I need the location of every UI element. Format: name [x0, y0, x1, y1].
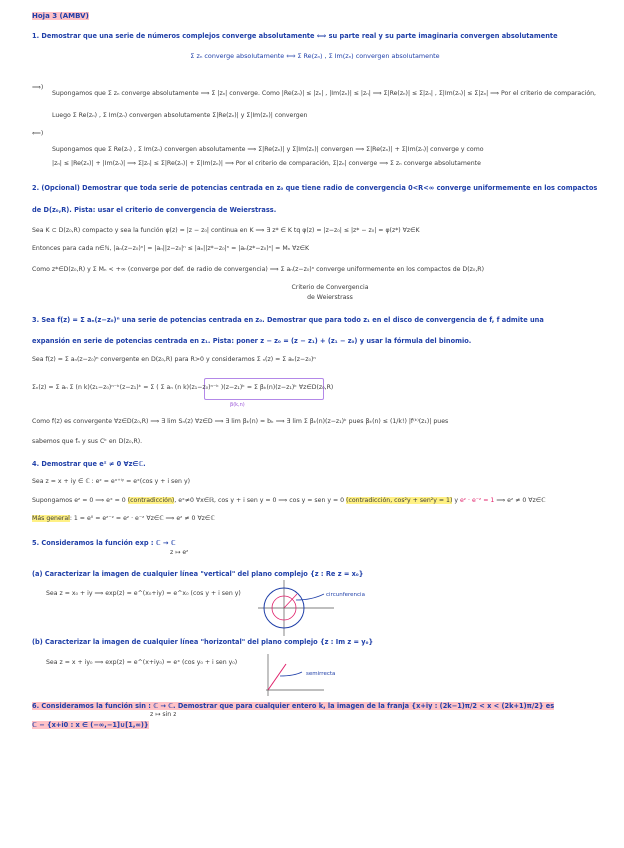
p6-statement-1: 6. Consideramos la función sin : ℂ → ℂ	[32, 702, 174, 710]
p3-line-2: Σₙ(z) = Σ aₙ Σ (n k)(z₁−z₀)ⁿ⁻ᵏ(z−z₁)ᵏ = Σ ( Σ aₙ (n k)(z₁−z₀)ⁿ⁻ᵏ )(z−z₁)ᵏ = Σ βₖ(n)(z−z₁)ᵏ ∀z∈D(z₀,R)	[32, 384, 334, 391]
p2-line-3: Como z*∈D(z₀,R) y Σ Mₙ < +∞ (converge por def. de radio de convergencia) ⟹ Σ aₙ(z−z₀)ⁿ converge uniformemente en los compactos de D(z₀,R)	[32, 266, 485, 273]
page-title: Hoja 3 (AMBV)	[32, 12, 89, 20]
p4-line-1: Sea z = x + iy ∈ ℂ : eᶻ = eˣ⁺ⁱʸ = eˣ(cos y + i sen y)	[32, 478, 191, 485]
p5a-circle-diagram	[256, 578, 336, 638]
p5-statement: 5. Consideramos la función exp : ℂ → ℂ	[32, 539, 176, 547]
p5-map: z ↦ eᶻ	[170, 549, 189, 556]
p4-line-2	[32, 497, 612, 505]
p3-box-note: β(k,n)	[230, 402, 245, 408]
p4-statement: 4. Demostrar que eᶻ ≠ 0 ∀z∈ℂ.	[32, 460, 146, 468]
p5b-statement: (b) Caracterizar la imagen de cualquier línea "horizontal" del plano complejo {z : Im z = y₀}	[32, 638, 374, 646]
p1-backward-line-1: Supongamos que Σ Re(zₙ) , Σ Im(zₙ) convergen absolutamente ⟹ Σ|Re(zₙ)| y Σ|Im(zₙ)| convergen ⟹ Σ|Re(zₙ)| + Σ|Im(zₙ)| converge y como	[52, 146, 484, 153]
p2-line-2: Entonces para cada n∈ℕ, |aₙ(z−z₀)ⁿ| = |aₙ||z−z₀|ⁿ ≤ |aₙ||z*−z₀|ⁿ = |aₙ(z*−z₀)ⁿ| = Mₙ ∀z∈K	[32, 245, 310, 252]
p1-forward-label: ⟹)	[32, 84, 44, 91]
p6-map: z ↦ sin z	[150, 711, 177, 718]
p5a-statement: (a) Caracterizar la imagen de cualquier línea "vertical" del plano complejo {z : Re z = x₀}	[32, 570, 364, 578]
p5a-note: circunferencia	[326, 592, 365, 598]
p3-line-3: Como f(z) es convergente ∀z∈D(z₀,R) ⟹ ∃ lim Sₙ(z) ∀z∈D ⟹ ∃ lim βₖ(n) = bₖ ⟹ ∃ lim Σ βₖ(n)(z−z₁)ᵏ pues βₖ(n) ≤ (1/k!) |f⁽ᵏ⁾(z₁)| pues	[32, 418, 449, 425]
p2-statement-line-1: 2. (Opcional) Demostrar que toda serie de potencias centrada en z₀ que tiene radio de convergencia 0<R<∞ converge uniformemente en los compactos	[32, 184, 598, 192]
p5b-note: semirrecta	[306, 671, 336, 677]
p2-line-1: Sea K ⊂ D(z₀,R) compacto y sea la función φ(z) = |z − z₀| continua en K ⟹ ∃ z* ∈ K tq φ(z) = |z−z₀| ≤ |z* − z₀| = φ(z*) ∀z∈K	[32, 227, 420, 234]
p3-line-1: Sea f(z) = Σ aₙ(z−z₀)ⁿ convergente en D(z₀,R) para R>0 y consideramos Σ ₙ(z) = Σ aₙ(z−z₀)ⁿ	[32, 356, 316, 363]
p4-line-2-c: y	[452, 497, 460, 504]
p1-formula: Σ zₙ converge absolutamente ⟺ Σ Re(zₙ) , Σ Im(zₙ) convergen absolutamente	[190, 52, 440, 60]
p6-statement-3-text: ℂ − {x+i0 : x ∈ (−∞,−1]∪[1,∞)}	[32, 721, 149, 729]
p3-statement-line-2: expansión en serie de potencias centrada en z₁. Pista: poner z − z₀ = (z − z₁) + (z₁ − z₀) y usar la fórmula del binomio.	[32, 337, 472, 345]
p6-statement-3	[32, 721, 602, 729]
p2-note-line-1: Criterio de Convergencia	[291, 284, 369, 291]
p3-statement-line-1: 3. Sea f(z) = Σ aₙ(z−z₀)ⁿ una serie de potencias centrada en z₀. Demostrar que para todo z₁ en el disco de convergencia de f, f admite una	[32, 316, 544, 324]
p5b-line-1: Sea z = x + iy₀ ⟹ exp(z) = e^(x+iy₀) = eˣ (cos y₀ + i sen y₀)	[46, 659, 238, 666]
p4-line-2-a: Supongamos eᶻ = 0 ⟹ eˣ = 0	[32, 497, 128, 504]
p6-statement	[32, 702, 602, 710]
p4-pink-identity: eᶻ · e⁻ᶻ = 1	[460, 497, 495, 504]
p4-general-tag: Más general	[32, 515, 70, 522]
p5a-line-1: Sea z = x₀ + iy ⟹ exp(z) = e^(x₀+iy) = e^x₀ (cos y + i sen y)	[46, 590, 241, 597]
p4-contradiction-1: (contradicción)	[127, 497, 175, 504]
p1-backward-line-2: |zₙ| ≤ |Re(zₙ)| + |Im(zₙ)| ⟹ Σ|zₙ| ≤ Σ|Re(zₙ)| + Σ|Im(zₙ)| ⟹ Por el criterio de comparación, Σ|zₙ| converge ⟹ Σ zₙ converge absolutamente	[52, 160, 481, 167]
p1-backward-label: ⟸)	[32, 130, 44, 137]
p3-line-4: sabemos que fₙ y sus Cᵏ en D(z₀,R).	[32, 438, 143, 445]
p4-line-2-b: , eˣ≠0 ∀x∈ℝ, cos y + i sen y = 0 ⟹ cos y = sen y = 0	[174, 497, 347, 504]
p2-statement-line-2: de D(z₀,R). Pista: usar el criterio de convergencia de Weierstrass.	[32, 206, 277, 214]
p4-contradiction-2: (contradicción, cos²y + sen²y = 1)	[346, 497, 453, 504]
p2-note-line-2: de Weierstrass	[307, 294, 353, 301]
p4-line-2-d: ⟹ eᶻ ≠ 0 ∀z∈ℂ	[494, 497, 546, 504]
p6-statement-2: . Demostrar que para cualquier entero k, la imagen de la franja {x+iy : (2k−1)π/2 < x < (2k+1)π/2} es	[173, 702, 555, 710]
p1-forward-line-1: Supongamos que Σ zₙ converge absolutamente ⟹ Σ |zₙ| converge. Como |Re(zₙ)| ≤ |zₙ| , |Im(zₙ)| ≤ |zₙ| ⟹ Σ|Re(zₙ)| ≤ Σ|zₙ| , Σ|Im(zₙ)| ≤ Σ|zₙ| ⟹ Por el criterio de comparación,	[52, 90, 596, 97]
p4-line-3	[32, 515, 602, 523]
p4-line-3-text: : 1 = e⁰ = eᶻ⁻ᶻ = eᶻ · e⁻ᶻ ∀z∈ℂ ⟹ eᶻ ≠ 0 ∀z∈ℂ	[69, 515, 215, 522]
p1-forward-line-2: Luego Σ Re(zₙ) , Σ Im(zₙ) convergen absolutamente Σ|Re(zₙ)| y Σ|Im(zₙ)| convergen	[52, 112, 308, 119]
p1-statement: 1. Demostrar que una serie de números complejos converge absolutamente ⟺ su parte real y su parte imaginaria convergen absolutamente	[32, 32, 558, 40]
